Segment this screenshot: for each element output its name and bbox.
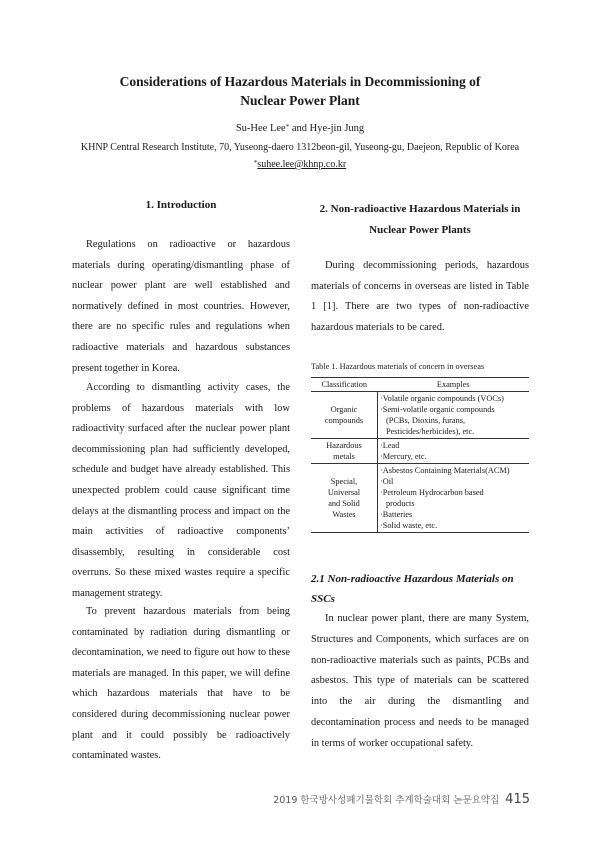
section-2-1-heading <box>311 569 529 609</box>
page-footer <box>273 792 530 807</box>
table-caption: Table 1. Hazardous materials of concern in overseas <box>311 362 485 371</box>
example-item: ·Oil <box>380 477 394 486</box>
example-item: Pesticides/herbicides), etc. <box>386 427 475 436</box>
examples-cell <box>378 464 530 533</box>
table-row <box>311 392 529 439</box>
paper-title <box>0 72 600 110</box>
example-item: ·Solid waste, etc. <box>380 521 438 530</box>
example-item: ·Mercury, etc. <box>380 452 427 461</box>
table-row <box>311 464 529 533</box>
section-2-1-paragraph: In nuclear power plant, there are many System, Structures and Components, which surfaces are on non-radioactive materials such as paints, PCBs and asbestos. This type of materials can be scattered into the air during the dismantling and decontamination process and needs to be managed in terms of worker occupational safety. <box>311 613 529 749</box>
table-header-classification: Classification <box>311 378 378 392</box>
classification-cell <box>311 464 378 533</box>
intro-paragraph-2: According to dismantling activity cases, the problems of hazardous materials with low radioactivity surfaced after the nuclear power plant decommissioning plan had sufficiently developed, schedule and budget have already established. This unexpected problem could cause significant time delays at the dismantling process and impact on the main activities of radioactive components’ disassembly, resulting in considerable cost overruns. So these mixed wastes require a specific management strategy. <box>72 382 290 599</box>
example-item: ·Semi-volatile organic compounds <box>380 405 495 414</box>
example-item: ·Lead <box>380 441 400 450</box>
section-2-1-heading-line-1: 2.1 Non-radioactive Hazardous Materials on <box>311 573 514 585</box>
examples-cell <box>378 439 530 464</box>
hazardous-materials-table <box>311 377 529 533</box>
section-2-heading-line-2: Nuclear Power Plants <box>369 224 471 236</box>
author-1: Su-Hee Lee <box>235 123 286 134</box>
intro-paragraph-1: Regulations on radioactive or hazardous materials during operating/dismantling phase of nuclear power plant are well established and normatively defined in most countries. However, there are no specific rules and regulations when radioactive materials and hazardous substances present together in Korea. <box>72 239 290 374</box>
intro-paragraph-3: To prevent hazardous materials from being contaminated by radiation during dismantling or decontamination, we need to figure out how to these materials are managed. In this paper, we will define which hazardous materials that have to be considered during decommissioning nuclear power plant and it could possibly be radioactively contaminated wastes. <box>72 606 290 762</box>
example-item: ·Petroleum Hydrocarbon based <box>380 488 484 497</box>
classification-cell <box>311 439 378 464</box>
classification-label: Special, Universal and Solid Wastes <box>327 477 361 519</box>
section-2-1-heading-line-2: SSCs <box>311 593 335 605</box>
examples-cell <box>378 392 530 439</box>
example-item: products <box>386 499 415 508</box>
section-1-heading: 1. Introduction <box>145 199 217 211</box>
affiliation: KHNP Central Research Institute, 70, Yuseong-daero 1312beon-gil, Yuseong-gu, Daejeon, Republic of Korea <box>80 142 520 153</box>
classification-cell <box>311 392 378 439</box>
footer-proceedings-title: 2019 한국방사성폐기물학회 추계학술대회 논문요약집 <box>273 795 500 806</box>
corresponding-email <box>0 158 600 172</box>
paper-title-line-2: Nuclear Power Plant <box>240 93 360 108</box>
author-2: and Hye-jin Jung <box>289 123 365 134</box>
section-2-heading <box>300 199 540 241</box>
classification-label: Organic compounds <box>324 405 364 425</box>
email-address[interactable]: suhee.lee@khnp.co.kr <box>257 159 347 170</box>
author-1-mark: * <box>285 123 290 131</box>
paper-title-line-1: Considerations of Hazardous Materials in Decommissioning of <box>119 74 481 89</box>
example-item: ·Batteries <box>380 510 413 519</box>
section-2-heading-line-1: 2. Non-radioactive Hazardous Materials in <box>319 203 521 215</box>
example-item: ·Volatile organic compounds (VOCs) <box>380 394 504 403</box>
page-number: 415 <box>505 792 530 807</box>
example-item: (PCBs, Dioxins, furans, <box>386 416 466 425</box>
table-row <box>311 439 529 464</box>
email-mark: * <box>253 159 258 167</box>
author-list <box>0 122 600 136</box>
classification-label: Hazardous metals <box>326 441 362 461</box>
table-header-row <box>311 378 529 392</box>
example-item: ·Asbestos Containing Materials(ACM) <box>380 466 510 475</box>
section-2-paragraph: During decommissioning periods, hazardous materials of concerns in overseas are listed in Table 1 [1]. There are two types of non-radioactive hazardous materials to be cared. <box>311 260 529 333</box>
table-header-examples: Examples <box>378 378 530 392</box>
